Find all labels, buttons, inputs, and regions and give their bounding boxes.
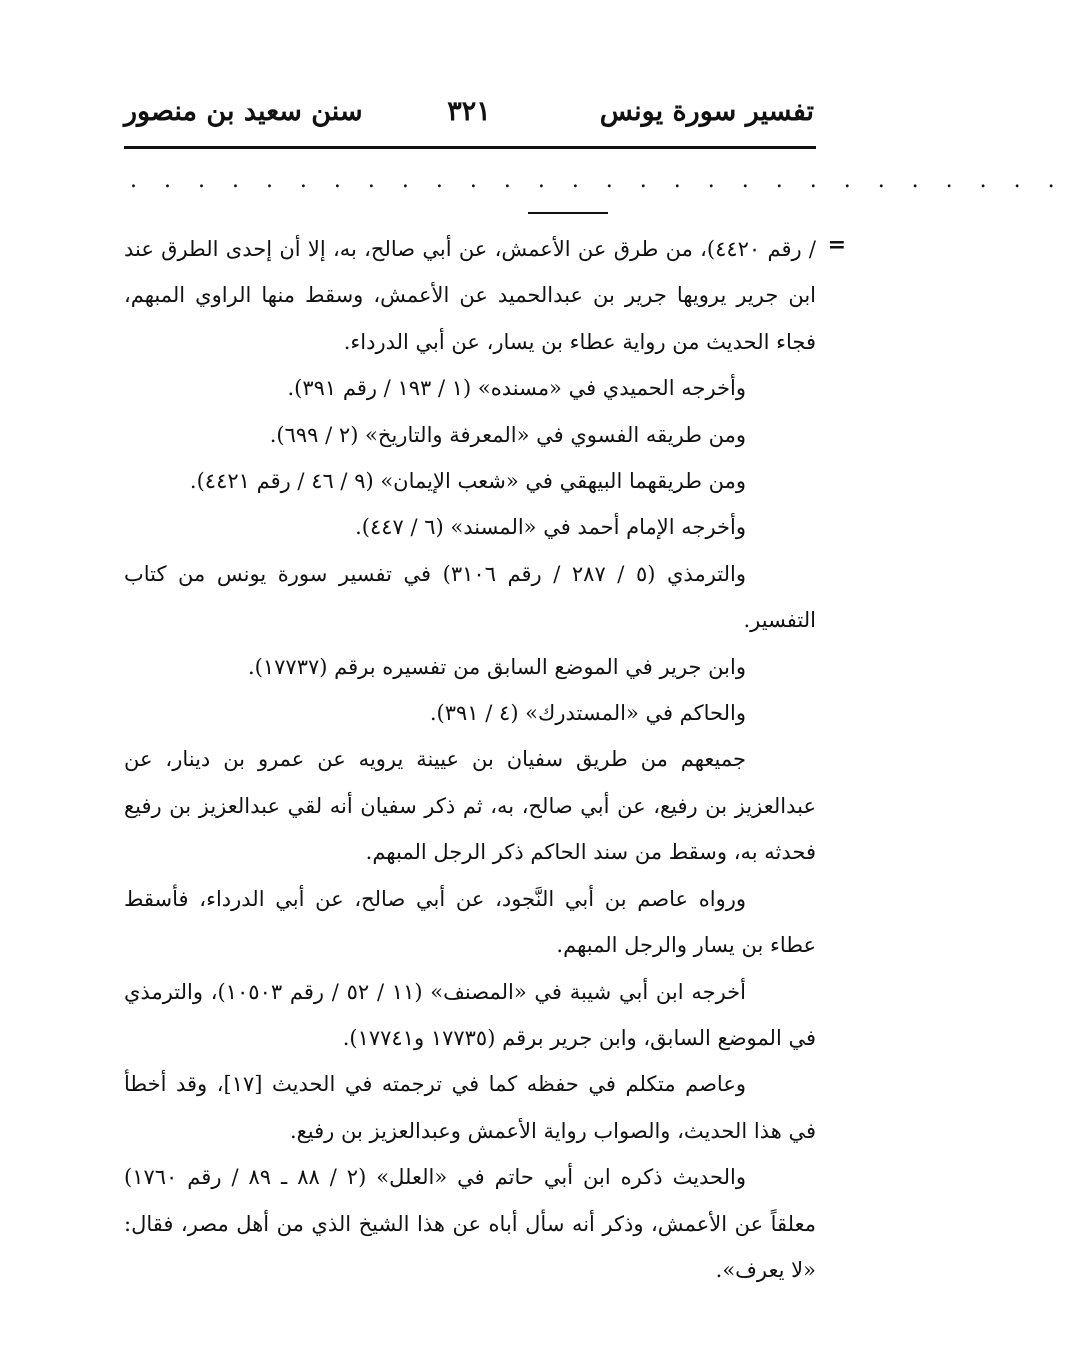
page-header — [124, 96, 814, 142]
footnote-body — [124, 226, 816, 1293]
paragraph-6: والترمذي (٥ / ٢٨٧ / رقم ٣١٠٦) في تفسير سورة يونس من كتاب التفسير. — [124, 561, 816, 633]
footnote-rule — [528, 212, 608, 214]
paragraph-4: ومن طريقهما البيهقي في «شعب الإيمان» (٩ / ٤٦ / رقم ٤٤٢١). — [189, 469, 746, 494]
book-title: سنن سعيد بن منصور — [124, 96, 363, 127]
paragraph-10: ورواه عاصم بن أبي النَّجود، عن أبي صالح، عن أبي الدرداء، فأسقط عطاء بن يسار والرجل المبهم. — [124, 886, 816, 958]
paragraph-8: والحاكم في «المستدرك» (٤ / ٣٩١). — [429, 701, 746, 726]
separator-dots: . . . . . . . . . . . . . . . . . . . . . . . . . . . . — [130, 168, 1065, 193]
paragraph-12: وعاصم متكلم في حفظه كما في ترجمته في الحديث [١٧]، وقد أخطأ في هذا الحديث، والصواب رواية الأعمش وعبدالعزيز بن رفيع. — [124, 1072, 816, 1143]
paragraph-11: أخرجه ابن أبي شيبة في «المصنف» (١١ / ٥٢ / رقم ١٠٥٠٣)، والترمذي في الموضع السابق، وابن جرير برقم (١٧٧٣٥ و١٧٧٤١). — [124, 979, 816, 1050]
paragraph-1: / رقم ٤٤٢٠)، من طرق عن الأعمش، عن أبي صالح، به، إلا أن إحدى الطرق عند ابن جرير يرويها جرير بن عبدالحميد عن الأعمش، وسقط منها الراوي المبهم، فجاء الحديث من رواية عطاء بن يسار، عن أبي الدرداء. — [124, 237, 816, 354]
paragraph-9: جميعهم من طريق سفيان بن عيينة يرويه عن عمرو بن دينار، عن عبدالعزيز بن رفيع، عن أبي صالح، به، ثم ذكر سفيان أنه لقي عبدالعزيز بن رفيع فحدثه به، وسقط من سند الحاكم ذكر الرجل المبهم. — [124, 747, 816, 865]
paragraph-2: وأخرجه الحميدي في «مسنده» (١ / ١٩٣ / رقم ٣٩١). — [287, 376, 746, 401]
paragraph-7: وابن جرير في الموضع السابق من تفسيره برقم (١٧٧٣٧). — [248, 654, 746, 679]
page-number: ٣٢١ — [447, 96, 491, 127]
paragraph-3: ومن طريقه الفسوي في «المعرفة والتاريخ» (٢ / ٦٩٩). — [269, 422, 746, 447]
continuation-mark: = — [827, 232, 846, 258]
paragraph-13: والحديث ذكره ابن أبي حاتم في «العلل» (٢ / ٨٨ ـ ٨٩ / رقم ١٧٦٠) معلقاً عن الأعمش، وذكر أنه سأل أباه عن هذا الشيخ الذي من أهل مصر، فقال: «لا يعرف». — [124, 1165, 816, 1282]
paragraph-5: وأخرجه الإمام أحمد في «المسند» (٦ / ٤٤٧). — [355, 515, 746, 540]
chapter-title: تفسير سورة يونس — [599, 96, 814, 127]
header-rule — [124, 146, 816, 149]
